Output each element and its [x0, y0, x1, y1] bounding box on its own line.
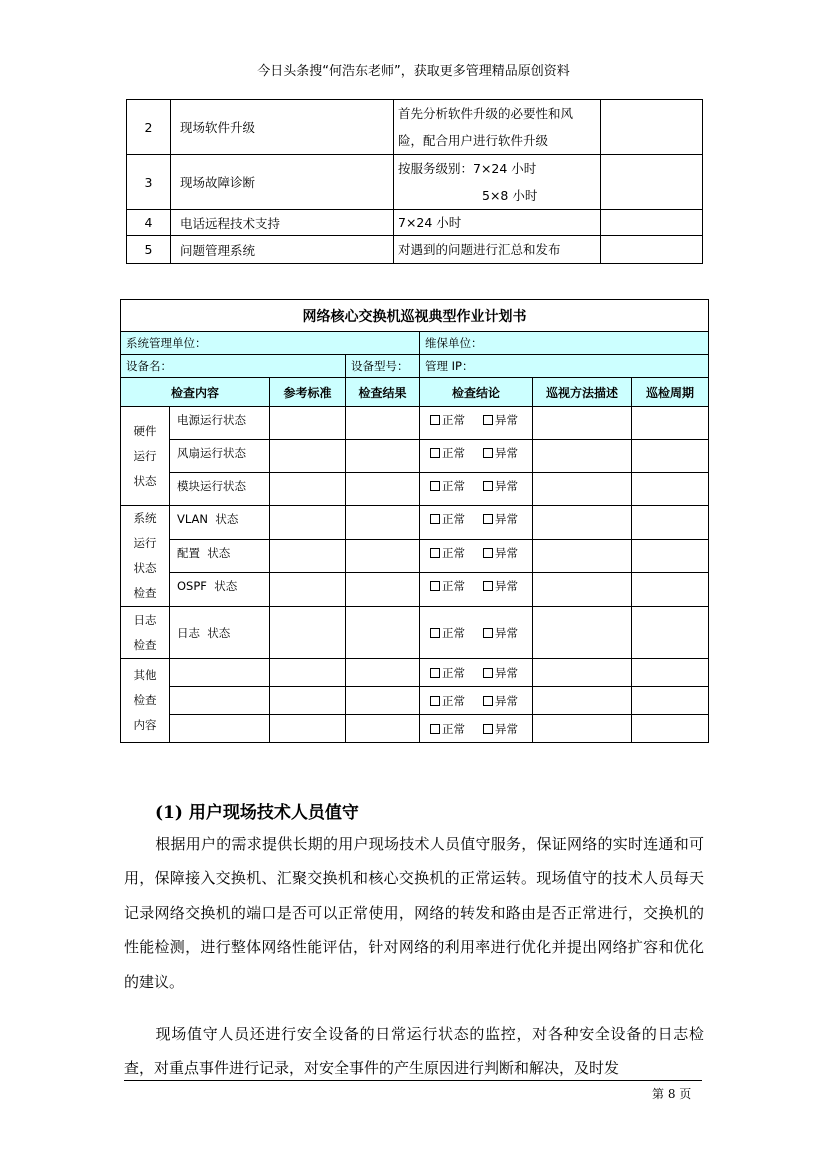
paragraph — [124, 1017, 704, 1086]
header-conclusion: 检查结论 — [420, 378, 533, 407]
normal-label: 正常 — [442, 579, 465, 594]
result-cell — [346, 473, 420, 506]
method-cell — [533, 539, 632, 573]
inspection-plan-table — [120, 299, 709, 743]
normal-checkbox[interactable] — [430, 581, 440, 591]
conclusion-cell — [420, 607, 533, 659]
device-name-label: 设备名： — [121, 355, 346, 378]
abnormal-checkbox[interactable] — [483, 696, 493, 706]
conclusion-cell — [420, 573, 533, 607]
header-method: 巡视方法描述 — [533, 378, 632, 407]
service-description — [394, 155, 601, 210]
row-number: 4 — [127, 210, 171, 236]
row-number: 3 — [127, 155, 171, 210]
result-cell — [346, 539, 420, 573]
mgmt-ip-label: 管理 IP： — [420, 355, 709, 378]
normal-checkbox[interactable] — [430, 514, 440, 524]
abnormal-checkbox[interactable] — [483, 481, 493, 491]
period-cell — [632, 440, 709, 473]
normal-label: 正常 — [442, 446, 465, 460]
abnormal-label: 异常 — [495, 479, 518, 493]
abnormal-checkbox[interactable] — [483, 548, 493, 558]
abnormal-label: 异常 — [495, 545, 518, 560]
table-row — [121, 659, 709, 687]
method-cell — [533, 573, 632, 607]
abnormal-checkbox[interactable] — [483, 668, 493, 678]
period-cell — [632, 573, 709, 607]
method-cell — [533, 607, 632, 659]
standard-cell — [270, 659, 346, 687]
standard-cell — [270, 715, 346, 743]
service-name: 电话远程技术支持 — [171, 210, 394, 236]
result-cell — [346, 573, 420, 607]
check-item: 模块运行状态 — [170, 473, 270, 506]
standard-cell — [270, 539, 346, 573]
empty-cell — [601, 100, 703, 155]
period-cell — [632, 687, 709, 715]
normal-label: 正常 — [442, 665, 465, 680]
table-row — [127, 210, 703, 236]
normal-label: 正常 — [442, 721, 465, 736]
result-cell — [346, 440, 420, 473]
method-cell — [533, 440, 632, 473]
desc-line: 险，配合用户进行软件升级 — [398, 133, 549, 148]
abnormal-label: 异常 — [495, 413, 518, 427]
normal-checkbox[interactable] — [430, 448, 440, 458]
service-name: 问题管理系统 — [171, 236, 394, 264]
conclusion-cell — [420, 473, 533, 506]
table-row — [121, 715, 709, 743]
group-label-line: 运行 — [133, 448, 157, 463]
table-row — [127, 155, 703, 210]
service-name: 现场软件升级 — [171, 100, 394, 155]
table-row — [121, 573, 709, 607]
check-item: VLAN 状态 — [170, 506, 270, 540]
paragraph — [124, 827, 704, 999]
paragraph-text: 现场值守人员还进行安全设备的日常运行状态的监控，对各种安全设备的日志检查，对重点事件进行记录，对安全事件的产生原因进行判断和解决，及时发 — [124, 1025, 704, 1078]
empty-cell — [601, 236, 703, 264]
table-row — [121, 473, 709, 506]
table-row — [121, 407, 709, 440]
period-cell — [632, 407, 709, 440]
method-cell — [533, 473, 632, 506]
group-label-line: 其他 — [133, 668, 157, 682]
method-cell — [533, 715, 632, 743]
check-item: 日志 状态 — [170, 607, 270, 659]
header-result: 检查结果 — [346, 378, 420, 407]
result-cell — [346, 506, 420, 540]
period-cell — [632, 539, 709, 573]
normal-label: 正常 — [442, 625, 465, 640]
empty-cell — [601, 210, 703, 236]
check-item: 风扇运行状态 — [170, 440, 270, 473]
result-cell — [346, 607, 420, 659]
standard-cell — [270, 407, 346, 440]
method-cell — [533, 687, 632, 715]
group-label — [121, 659, 170, 743]
abnormal-label: 异常 — [495, 625, 518, 640]
abnormal-label: 异常 — [495, 512, 518, 526]
group-label-line: 检查 — [133, 637, 157, 652]
normal-checkbox[interactable] — [430, 724, 440, 734]
normal-checkbox[interactable] — [430, 696, 440, 706]
desc-line: 5×8 小时 — [482, 188, 538, 203]
conclusion-cell — [420, 440, 533, 473]
group-label — [121, 407, 170, 506]
standard-cell — [270, 607, 346, 659]
abnormal-label: 异常 — [495, 693, 518, 708]
normal-checkbox[interactable] — [430, 668, 440, 678]
normal-checkbox[interactable] — [430, 415, 440, 425]
normal-checkbox[interactable] — [430, 481, 440, 491]
abnormal-label: 异常 — [495, 665, 518, 680]
table-row — [121, 539, 709, 573]
period-cell — [632, 506, 709, 540]
footer-divider — [124, 1080, 702, 1081]
method-cell — [533, 659, 632, 687]
abnormal-checkbox[interactable] — [483, 514, 493, 524]
mgmt-unit-label: 系统管理单位： — [121, 332, 420, 355]
service-description — [394, 236, 601, 264]
section-title: (1) 用户现场技术人员值守 — [155, 803, 359, 823]
header-period: 巡检周期 — [632, 378, 709, 407]
check-item: OSPF 状态 — [170, 573, 270, 607]
abnormal-checkbox[interactable] — [483, 448, 493, 458]
service-description — [394, 100, 601, 155]
desc-line: 首先分析软件升级的必要性和风 — [398, 106, 574, 121]
header-content: 检查内容 — [121, 378, 270, 407]
row-number: 5 — [127, 236, 171, 264]
conclusion-cell — [420, 687, 533, 715]
table-row — [127, 236, 703, 264]
service-table — [126, 99, 703, 264]
standard-cell — [270, 440, 346, 473]
group-label-line: 硬件 — [133, 423, 157, 438]
abnormal-label: 异常 — [495, 446, 518, 460]
period-cell — [632, 607, 709, 659]
normal-label: 正常 — [442, 512, 465, 526]
period-cell — [632, 473, 709, 506]
group-label-line: 检查 — [133, 693, 157, 707]
result-cell — [346, 715, 420, 743]
table-row — [121, 440, 709, 473]
normal-label: 正常 — [442, 693, 465, 708]
normal-checkbox[interactable] — [430, 548, 440, 558]
conclusion-cell — [420, 506, 533, 540]
group-label-line: 运行 — [133, 536, 157, 550]
conclusion-cell — [420, 539, 533, 573]
result-cell — [346, 659, 420, 687]
period-cell — [632, 715, 709, 743]
standard-cell — [270, 473, 346, 506]
group-label-line: 状态 — [133, 561, 157, 575]
standard-cell — [270, 687, 346, 715]
group-label — [121, 607, 170, 659]
table-row — [121, 506, 709, 540]
standard-cell — [270, 506, 346, 540]
standard-cell — [270, 573, 346, 607]
service-description — [394, 210, 601, 236]
desc-line: 7×24 小时 — [398, 214, 462, 230]
row-number: 2 — [127, 100, 171, 155]
page-header: 今日头条搜“何浩东老师”，获取更多管理精品原创资料 — [257, 64, 570, 79]
group-label-line: 日志 — [133, 612, 157, 627]
normal-label: 正常 — [442, 413, 465, 427]
check-item — [170, 687, 270, 715]
abnormal-checkbox[interactable] — [483, 415, 493, 425]
check-item: 电源运行状态 — [170, 407, 270, 440]
normal-label: 正常 — [442, 545, 465, 560]
conclusion-cell — [420, 659, 533, 687]
table-row — [127, 100, 703, 155]
group-label — [121, 506, 170, 607]
method-cell — [533, 506, 632, 540]
service-name: 现场故障诊断 — [171, 155, 394, 210]
conclusion-cell — [420, 715, 533, 743]
table-row — [121, 607, 709, 659]
device-model-label: 设备型号： — [346, 355, 420, 378]
abnormal-label: 异常 — [495, 579, 518, 594]
result-cell — [346, 407, 420, 440]
group-label-line: 系统 — [133, 511, 157, 525]
period-cell — [632, 659, 709, 687]
group-label-line: 检查 — [133, 586, 157, 600]
check-item — [170, 715, 270, 743]
abnormal-checkbox[interactable] — [483, 628, 493, 638]
page-number: 第 8 页 — [652, 1087, 692, 1101]
desc-line: 对遇到的问题进行汇总和发布 — [398, 241, 561, 257]
check-item — [170, 659, 270, 687]
table-row — [121, 687, 709, 715]
group-label-line: 内容 — [133, 718, 157, 732]
conclusion-cell — [420, 407, 533, 440]
normal-checkbox[interactable] — [430, 628, 440, 638]
inspection-table-title: 网络核心交换机巡视典型作业计划书 — [121, 300, 709, 332]
empty-cell — [601, 155, 703, 210]
result-cell — [346, 687, 420, 715]
normal-label: 正常 — [442, 479, 465, 493]
abnormal-checkbox[interactable] — [483, 581, 493, 591]
abnormal-checkbox[interactable] — [483, 724, 493, 734]
abnormal-label: 异常 — [495, 721, 518, 736]
desc-line: 按服务级别：7×24 小时 — [398, 161, 537, 176]
check-item: 配置 状态 — [170, 539, 270, 573]
maint-unit-label: 维保单位： — [420, 332, 709, 355]
header-standard: 参考标准 — [270, 378, 346, 407]
method-cell — [533, 407, 632, 440]
group-label-line: 状态 — [133, 473, 157, 488]
paragraph-text: 根据用户的需求提供长期的用户现场技术人员值守服务，保证网络的实时连通和可用，保障接入交换机、汇聚交换机和核心交换机的正常运转。现场值守的技术人员每天记录网络交换机的端口是否可以正常使用，网络的转发和路由是否正常进行，交换机的性能检测，进行整体网络性能评估，针对网络的利用率进行优化并提出网络扩容和优化的建议。 — [124, 835, 704, 991]
